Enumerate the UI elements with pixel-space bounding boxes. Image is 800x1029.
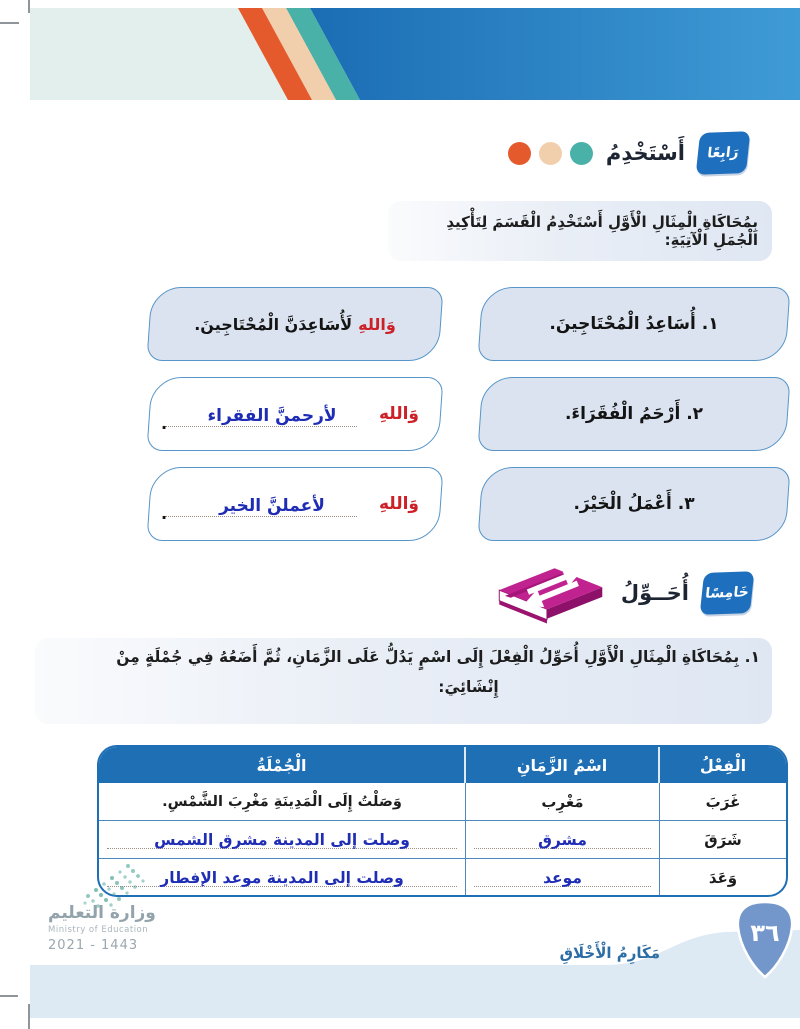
edition-years: 2021 - 1443 <box>48 938 139 953</box>
answer-period-3: . <box>161 504 168 523</box>
crop-mark-bottom-horizontal <box>0 995 18 997</box>
table-row-example <box>99 783 786 820</box>
verb-cell-3: وَعَدَ <box>708 868 738 887</box>
section-five-title: أُحَــوِّلُ <box>620 581 689 605</box>
section-five-instruction-box <box>35 638 772 724</box>
cream-dot-icon <box>539 142 562 165</box>
verb-cell-2: شَرَقَ <box>704 830 742 849</box>
header-sentence: الْجُمْلَةُ <box>99 747 466 783</box>
transform-book-icon <box>484 561 608 625</box>
example-answer-text-1: لَأُسَاعِدَنَّ الْمُحْتَاجِينَ. <box>194 314 353 334</box>
lesson-title: مَكَارِمُ الْأَخْلَاقِ <box>559 944 660 962</box>
handwritten-sentence-2: وصلت إلى المدينة مشرق الشمس <box>154 830 410 849</box>
ministry-name-english: Ministry of Education <box>48 925 149 935</box>
prompt-bubble-2 <box>480 377 788 451</box>
sentence-cell-1: وَصَلْتُ إِلَى الْمَدِينَةِ مَغْرِبَ الشَّمْسِ. <box>99 783 466 820</box>
orange-dot-icon <box>508 142 531 165</box>
answer-zone-2 <box>171 404 373 424</box>
time-noun-cell-3[interactable] <box>466 859 660 896</box>
prompt-text-3: ٣. أَعْمَلُ الْخَيْرَ. <box>573 494 695 514</box>
prompt-bubble-1 <box>480 287 788 361</box>
section-five-badge: خَامِسًا <box>700 571 755 615</box>
ministry-logo-block <box>48 903 156 953</box>
time-noun-cell-2[interactable] <box>466 821 660 858</box>
crop-mark-top-horizontal <box>0 22 19 24</box>
table-row-2 <box>99 820 786 858</box>
section-four-instruction-text: بِمُحَاكَاةِ الْمِثَالِ الْأَوَّلِ أَسْتَخْدِمُ الْقَسَمَ لِتَأْكِيدِ الْجُمَلِ الْآتِيَةِ: <box>446 213 758 249</box>
section-five-instruction-line2: إِنْشَائِيَ: <box>438 678 499 696</box>
section-dots <box>508 142 593 165</box>
ministry-watermark-dots <box>80 856 150 910</box>
top-banner-stripes <box>30 8 800 100</box>
answer-bubble-3[interactable] <box>149 467 441 541</box>
handwritten-answer-3: لأعملنَّ الخير <box>219 496 325 516</box>
answer-bubble-2[interactable] <box>149 377 441 451</box>
answer-zone-3 <box>171 494 373 514</box>
sentence-cell-2[interactable] <box>99 821 466 858</box>
teal-dot-icon <box>570 142 593 165</box>
ministry-name-arabic: وزارة التعليم <box>48 903 156 923</box>
header-verb: الْفِعْلُ <box>699 755 747 775</box>
example-answer-bubble-1 <box>149 287 441 361</box>
handwritten-answer-2: لأرحمنَّ الفقراء <box>207 406 337 426</box>
oath-word-2: وَاللهِ <box>378 404 419 424</box>
handwritten-time-noun-3: موعد <box>543 868 582 887</box>
oath-word-3: وَاللهِ <box>378 494 419 514</box>
verb-time-noun-table <box>97 745 788 897</box>
answer-period-2: . <box>161 414 168 433</box>
handwritten-time-noun-2: مشرق <box>538 830 587 849</box>
section-four-instruction-box <box>388 201 772 261</box>
prompt-bubble-3 <box>480 467 788 541</box>
section-five-header <box>484 562 752 624</box>
header-time-noun: اسْمُ الزَّمَانِ <box>466 747 660 783</box>
oath-word-1: وَاللهِ <box>358 314 396 334</box>
section-five-instruction-line1: ١. بِمُحَاكَاةِ الْمِثَالِ الْأَوَّلِ أُحَوِّلُ الْفِعْلَ إِلَى اسْمٍ يَدُلُّ عَلَى الزَّمَانِ، ثُمَّ أَضَعُهُ فِي جُمْلَةٍ مِنْ <box>116 648 760 666</box>
section-four-header <box>508 130 748 176</box>
prompt-text-2: ٢. أَرْحَمُ الْفُقَرَاءَ. <box>564 404 704 424</box>
handwritten-sentence-3: وصلت إلى المدينة موعد الإفطار <box>160 868 404 887</box>
verb-cell-1: غَرَبَ <box>705 792 741 811</box>
section-four-badge: رَابِعًا <box>696 131 751 175</box>
time-noun-cell-1: مَغْرِب <box>466 783 660 820</box>
table-header-row <box>99 747 786 783</box>
sentence-cell-3[interactable] <box>99 859 466 896</box>
section-four-title: أَسْتَخْدِمُ <box>605 141 685 165</box>
prompt-text-1: ١. أُسَاعِدُ الْمُحْتَاجِينَ. <box>549 314 719 334</box>
page-number-badge <box>733 899 797 983</box>
table-row-3 <box>99 858 786 896</box>
page-number: ٣٦ <box>750 919 780 947</box>
